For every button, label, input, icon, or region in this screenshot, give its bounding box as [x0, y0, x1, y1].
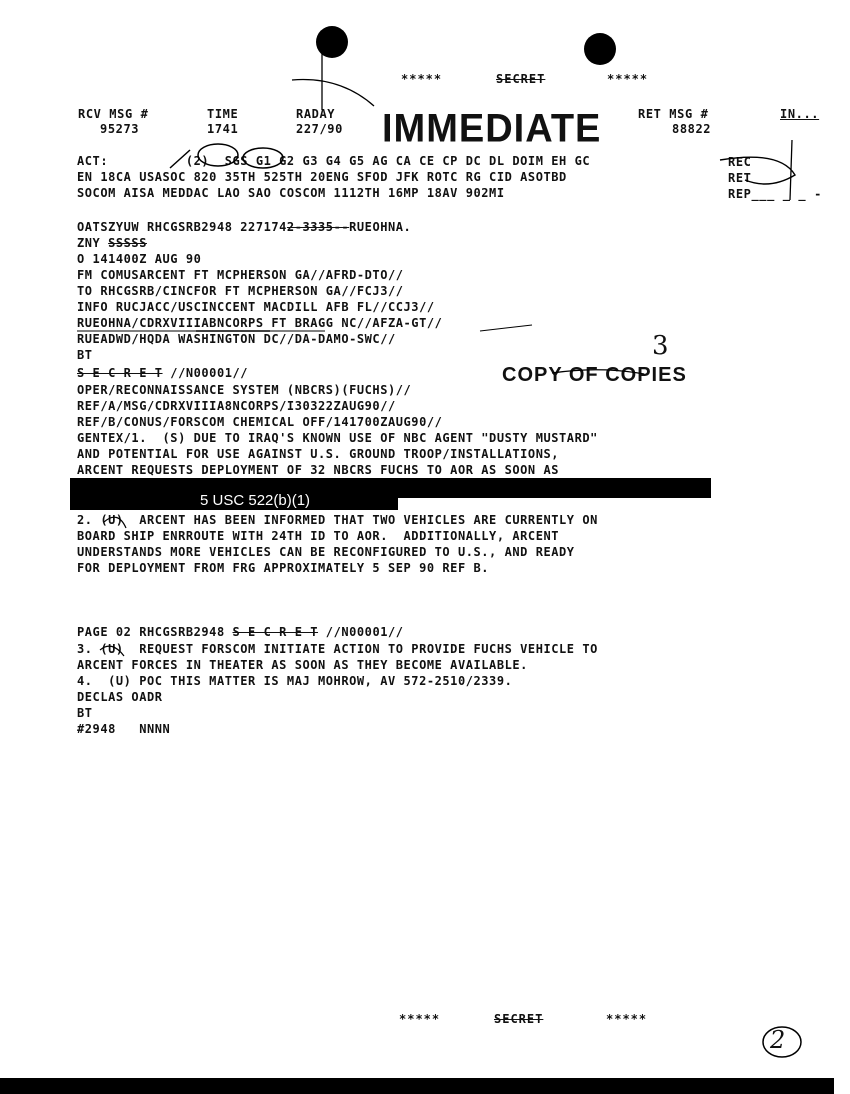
para2-line-2: BOARD SHIP ENRROUTE WITH 24TH ID TO AOR. ADDITIONALLY, ARCENT — [77, 529, 560, 543]
punch-hole-right — [584, 33, 616, 65]
copy-stamp: COPY OF COPIES — [502, 364, 687, 386]
redaction-block — [70, 478, 711, 498]
para2-line-1: 2. (U) ARCENT HAS BEEN INFORMED THAT TWO VEHICLES ARE CURRENTLY ON — [77, 513, 598, 527]
para3-line-1: 3. (U) REQUEST FORSCOM INITIATE ACTION TO PROVIDE FUCHS VEHICLE TO — [77, 642, 598, 656]
corner-mark: IN... — [780, 107, 820, 121]
time-label: TIME — [207, 107, 239, 121]
body-line-3: ARCENT REQUESTS DEPLOYMENT OF 32 NBCRS FUCHS TO AOR AS SOON AS — [77, 463, 560, 477]
copy-number: 3 — [652, 331, 670, 361]
routing-line-1: OATSZYUW RHCGSRB2948 2271742-3335--RUEOHNA. — [77, 220, 412, 234]
ret-value: 88822 — [672, 122, 712, 136]
bottom-classification: SECRET — [494, 1012, 544, 1026]
body-line-1: GENTEX/1. (S) DUE TO IRAQ'S KNOWN USE OF NBC AGENT "DUSTY MUSTARD" — [77, 431, 598, 445]
end-line: #2948 NNNN — [77, 722, 171, 736]
raday-value: 227/90 — [296, 122, 343, 136]
bottom-stars-right: ***** — [606, 1012, 648, 1026]
page2-header: PAGE 02 RHCGSRB2948 S E C R E T //N00001// — [77, 625, 404, 639]
rcv-value: 95273 — [100, 122, 140, 136]
from-line: FM COMUSARCENT FT MCPHERSON GA//AFRD-DTO// — [77, 268, 404, 282]
classification-line: S E C R E T //N00001// — [77, 366, 249, 380]
bt-line: BT — [77, 706, 93, 720]
rcv-label: RCV MSG # — [78, 107, 149, 121]
para2-line-4: FOR DEPLOYMENT FROM FRG APPROXIMATELY 5 SEP 90 REF B. — [77, 561, 490, 575]
rep-label: REP___ _ _ - — [728, 187, 822, 201]
ret-label: RET MSG # — [638, 107, 709, 121]
ref-a-line: REF/A/MSG/CDRXVIIIA8NCORPS/I30322ZAUG90// — [77, 399, 396, 413]
top-stars-left: ***** — [401, 72, 443, 86]
break-line: BT — [77, 348, 93, 362]
ref-b-line: REF/B/CONUS/FORSCOM CHEMICAL OFF/141700ZAUG90// — [77, 415, 443, 429]
date-time-group: O 141400Z AUG 90 — [77, 252, 202, 266]
handwritten-page-number: 2 — [770, 1026, 786, 1054]
to-line: TO RHCGSRB/CINCFOR FT MCPHERSON GA//FCJ3// — [77, 284, 404, 298]
subject-line: OPER/RECONNAISSANCE SYSTEM (NBCRS)(FUCHS)// — [77, 383, 412, 397]
action-line-1: ACT: (2) SGS G1 G2 G3 G4 G5 AG CA CE CP DC DL DOIM EH GC — [77, 154, 591, 168]
redaction-label: 5 USC 522(b)(1) — [200, 492, 311, 509]
bottom-stars-left: ***** — [399, 1012, 441, 1026]
info-line-3: RUEADWD/HQDA WASHINGTON DC//DA-DAMO-SWC// — [77, 332, 396, 346]
info-line: INFO RUCJACC/USCINCCENT MACDILL AFB FL//CCJ3// — [77, 300, 435, 314]
punch-hole-left — [316, 26, 348, 58]
declas-line: DECLAS OADR — [77, 690, 163, 704]
para2-line-3: UNDERSTANDS MORE VEHICLES CAN BE RECONFIGURED TO U.S., AND READY — [77, 545, 575, 559]
action-line-3: SOCOM AISA MEDDAC LAO SAO COSCOM 1112TH 16MP 18AV 902MI — [77, 186, 505, 200]
para4-line: 4. (U) POC THIS MATTER IS MAJ MOHROW, AV 572-2510/2339. — [77, 674, 513, 688]
ret-short-label: RET — [728, 171, 752, 185]
body-line-2: AND POTENTIAL FOR USE AGAINST U.S. GROUND TROOP/INSTALLATIONS, — [77, 447, 560, 461]
top-stars-right: ***** — [607, 72, 649, 86]
para3-line-2: ARCENT FORCES IN THEATER AS SOON AS THEY BECOME AVAILABLE. — [77, 658, 528, 672]
raday-label: RADAY — [296, 107, 336, 121]
top-classification: SECRET — [496, 72, 546, 86]
precedence-stamp: IMMEDIATE — [382, 106, 602, 152]
info-line-2: RUEOHNA/CDRXVIIIABNCORPS FT BRAGG NC//AFZA-GT// — [77, 316, 443, 330]
action-line-2: EN 18CA USASOC 820 35TH 525TH 20ENG SFOD JFK ROTC RG CID ASOTBD — [77, 170, 567, 184]
routing-line-2: ZNY SSSSS — [77, 236, 147, 250]
bottom-scan-edge — [0, 1078, 834, 1094]
rec-label: REC — [728, 155, 752, 169]
time-value: 1741 — [207, 122, 239, 136]
